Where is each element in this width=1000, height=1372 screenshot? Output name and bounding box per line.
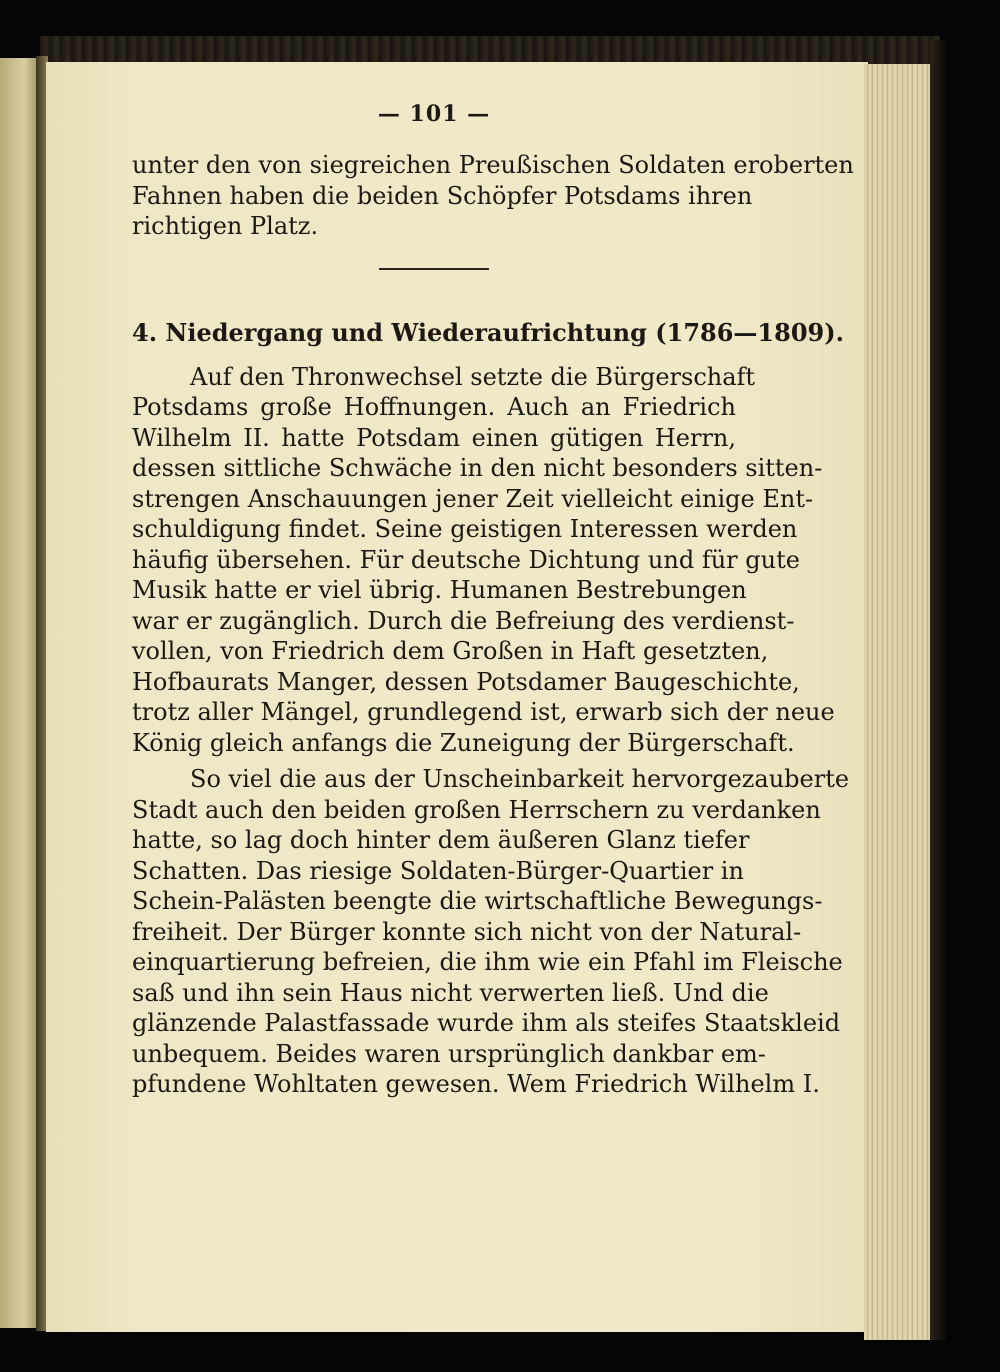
intro-paragraph bbox=[132, 150, 854, 242]
text-line: unbequem. Beides waren ursprünglich dankbar em- bbox=[132, 1039, 766, 1068]
text-line: richtigen Platz. bbox=[132, 212, 319, 240]
text-line: Fahnen haben die beiden Schöpfer Potsdams ihren bbox=[132, 181, 753, 210]
page-number: — 101 — bbox=[377, 101, 491, 127]
text-line: freiheit. Der Bürger konnte sich nicht von der Natural- bbox=[132, 917, 802, 946]
text-line: saß und ihn sein Haus nicht verwerten ließ. Und die bbox=[132, 978, 769, 1007]
text-line: hatte, so lag doch hinter dem äußeren Glanz tiefer bbox=[132, 826, 750, 854]
text-line: dessen sittliche Schwäche in den nicht besonders sitten- bbox=[132, 454, 823, 482]
text-line: pfundene Wohltaten gewesen. Wem Friedrich Wilhelm I. bbox=[132, 1070, 820, 1098]
text-line: Stadt auch den beiden großen Herrschern zu verdanken bbox=[132, 795, 821, 824]
paragraph-1 bbox=[132, 362, 835, 759]
section-heading: 4. Niedergang und Wiederaufrichtung (1786—1809). bbox=[132, 317, 844, 347]
page-text bbox=[132, 100, 854, 1106]
text-line: Hofbaurats Manger, dessen Potsdamer Baugeschichte, bbox=[132, 667, 800, 696]
previous-page-edge bbox=[0, 58, 40, 1328]
text-line: Wilhelm II. hatte Potsdam einen gütigen Herrn, bbox=[132, 423, 736, 452]
text-line: häufig übersehen. Für deutsche Dichtung und für gute bbox=[132, 545, 800, 574]
text-line: war er zugänglich. Durch die Befreiung des verdienst- bbox=[132, 606, 795, 635]
text-line: So viel die aus der Unscheinbarkeit hervorgezauberte bbox=[190, 765, 850, 793]
text-line: unter den von siegreichen Preußischen Soldaten eroberten bbox=[132, 151, 854, 179]
text-line: Musik hatte er viel übrig. Humanen Bestrebungen bbox=[132, 576, 747, 604]
text-line: Schatten. Das riesige Soldaten-Bürger-Quartier in bbox=[132, 856, 744, 885]
text-line: Potsdams große Hoffnungen. Auch an Friedrich bbox=[132, 393, 736, 421]
text-line: Schein-Palästen beengte die wirtschaftliche Bewegungs- bbox=[132, 887, 823, 915]
text-line: Auf den Thronwechsel setzte die Bürgerschaft bbox=[190, 362, 756, 391]
section-divider bbox=[379, 268, 489, 270]
text-line: trotz aller Mängel, grundlegend ist, erwarb sich der neue bbox=[132, 698, 835, 726]
text-line: strengen Anschauungen jener Zeit vielleicht einige Ent- bbox=[132, 484, 814, 513]
book-cover-right bbox=[930, 40, 946, 1340]
paragraph-2 bbox=[132, 764, 850, 1100]
text-line: einquartierung befreien, die ihm wie ein Pfahl im Fleische bbox=[132, 948, 843, 976]
page-stack-edge bbox=[864, 64, 936, 1340]
text-line: vollen, von Friedrich dem Großen in Haft gesetzten, bbox=[132, 637, 769, 665]
text-line: glänzende Palastfassade wurde ihm als steifes Staatskleid bbox=[132, 1009, 841, 1037]
text-line: König gleich anfangs die Zuneigung der Bürgerschaft. bbox=[132, 728, 795, 757]
text-line: schuldigung findet. Seine geistigen Interessen werden bbox=[132, 515, 798, 543]
